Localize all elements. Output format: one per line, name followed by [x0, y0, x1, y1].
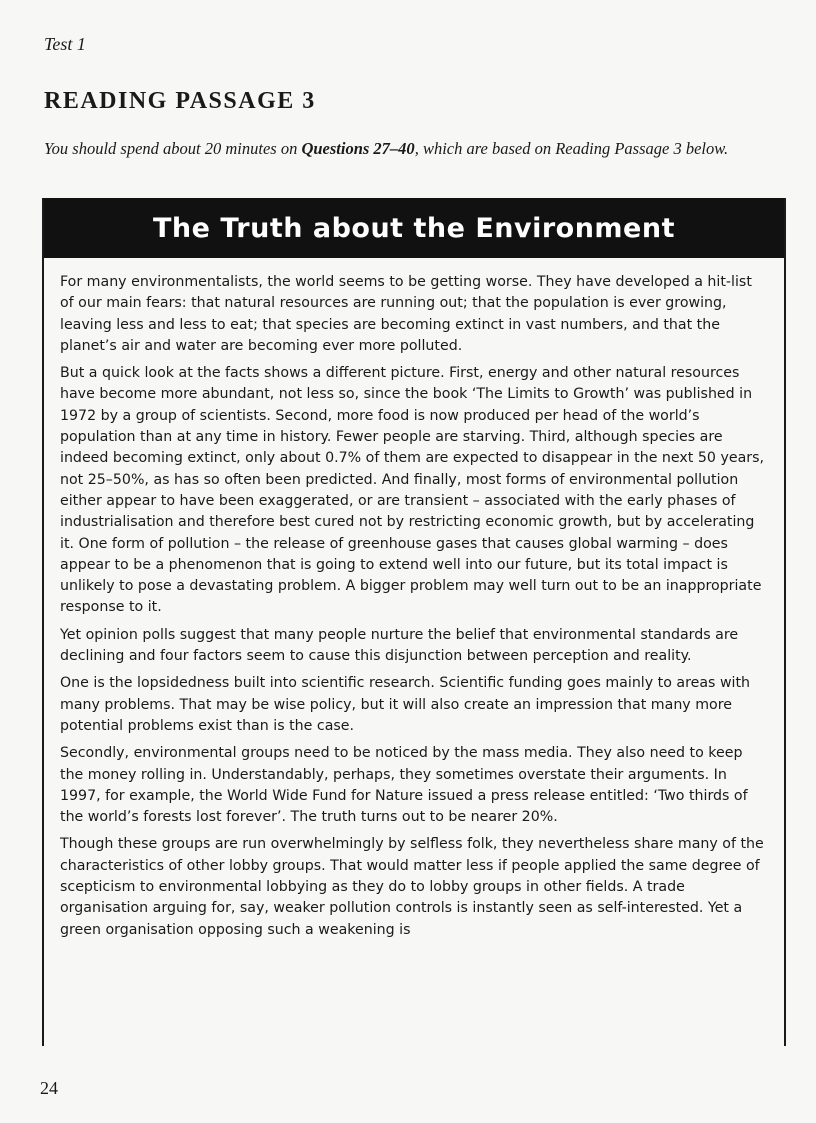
section-title: READING PASSAGE 3: [44, 88, 316, 114]
passage-paragraph: But a quick look at the facts shows a different picture. First, energy and other natural resources have become more abundant, not less so, since the book ‘The Limits to Growth’ was published in 1972 by a group of scientists. Second, more food is now produced per head of the world’s population than at any time in history. Fewer people are starving. Third, although species are indeed becoming extinct, only about 0.7% of them are expected to disappear in the next 50 years, not 25–50%, as has so often been predicted. And finally, most forms of environmental pollution either appear to have been exaggerated, or are transient – associated with the early phases of industrialisation and therefore best cured not by restricting economic growth, but by accelerating it. One form of pollution – the release of greenhouse gases that causes global warming – does appear to be a phenomenon that is going to extend well into our future, but its total impact is unlikely to pose a devastating problem. A bigger problem may well turn out to be an inappropriate response to it.: [60, 365, 764, 616]
instructions-questions: Questions 27–40: [301, 139, 415, 158]
passage-box: [42, 198, 786, 1046]
page-number: 24: [40, 1078, 58, 1098]
passage-paragraph: Though these groups are run overwhelmingly by selfless folk, they nevertheless share many of the characteristics of other lobby groups. That would matter less if people applied the same degree of scepticism to environmental lobbying as they do to lobby groups in other fields. A trade organisation arguing for, say, weaker pollution controls is instantly seen as self-interested. Yet a green organisation opposing such a weakening is: [60, 836, 764, 938]
instructions: [44, 138, 784, 160]
instructions-prefix: You should spend about 20 minutes on: [44, 139, 302, 158]
passage-paragraph: Secondly, environmental groups need to be noticed by the mass media. They also need to keep the money rolling in. Understandably, perhaps, they sometimes overstate their arguments. In 1997, for example, the World Wide Fund for Nature issued a press release entitled: ‘Two thirds of the world’s forests lost forever’. The truth turns out to be nearer 20%.: [60, 745, 748, 826]
passage-title: The Truth about the Environment: [44, 198, 784, 258]
test-label: Test 1: [44, 34, 86, 54]
passage-paragraph: One is the lopsidedness built into scientific research. Scientific funding goes mainly to areas with many problems. That may be wise policy, but it will also create an impression that many more potential problems exist than is the case.: [60, 675, 751, 734]
passage-body: [44, 258, 784, 941]
passage-paragraph: For many environmentalists, the world seems to be getting worse. They have developed a hit-list of our main fears: that natural resources are running out; that the population is ever growing, leaving less and less to eat; that species are becoming extinct in vast numbers, and that the planet’s air and water are becoming ever more polluted.: [60, 274, 752, 354]
instructions-suffix: , which are based on Reading Passage 3 below.: [414, 139, 729, 158]
passage-paragraph: Yet opinion polls suggest that many people nurture the belief that environmental standards are declining and four factors seem to cause this disjunction between perception and reality.: [60, 626, 739, 665]
